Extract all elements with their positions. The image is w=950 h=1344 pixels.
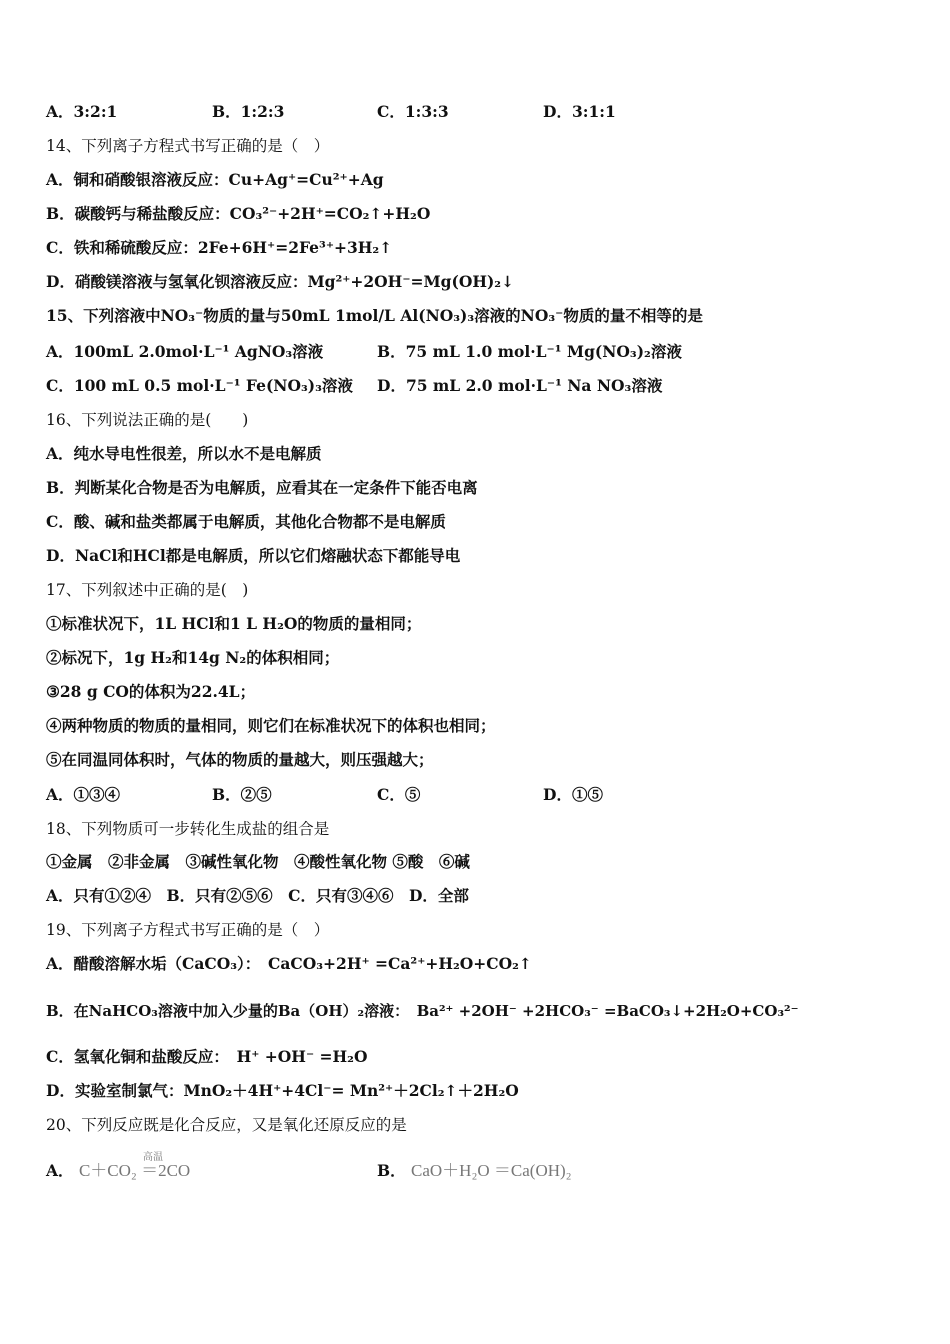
q18-items: ①金属 ②非金属 ③碱性氧化物 ④酸性氧化物 ⑤酸 ⑥碱 bbox=[46, 852, 470, 871]
q19-option-b: B．在NaHCO₃溶液中加入少量的Ba（OH）₂溶液： Ba²⁺ +2OH⁻ +2HCO₃⁻ =BaCO₃↓+2H₂O+CO₃²⁻ bbox=[46, 1002, 799, 1020]
q16-stem: 16、下列说法正确的是( ) bbox=[46, 411, 249, 429]
q20-option-b-label: B． bbox=[377, 1161, 406, 1180]
q17-option-a: A．①③④ bbox=[46, 785, 121, 804]
q16-option-b: B．判断某化合物是否为电解质，应看其在一定条件下能否电离 bbox=[46, 478, 478, 497]
q20-option-a-formula: C＋CO₂ ＝2CO bbox=[78, 1161, 191, 1180]
q16-option-d: D．NaCl和HCl都是电解质，所以它们熔融状态下都能导电 bbox=[46, 546, 461, 565]
q20-option-b bbox=[377, 1161, 572, 1181]
q18-stem: 18、下列物质可一步转化生成盐的组合是 bbox=[46, 820, 330, 838]
q13-option-b: B．1:2:3 bbox=[212, 102, 285, 121]
q14-option-c: C．铁和稀硫酸反应：2Fe+6H⁺=2Fe³⁺+3H₂↑ bbox=[46, 238, 393, 257]
q17-statement-4: ④两种物质的物质的量相同，则它们在标准状况下的体积也相同； bbox=[46, 716, 496, 735]
q16-option-c: C．酸、碱和盐类都属于电解质，其他化合物都不是电解质 bbox=[46, 512, 446, 531]
q20-option-a bbox=[46, 1161, 190, 1181]
q14-stem: 14、下列离子方程式书写正确的是（ ） bbox=[46, 137, 330, 155]
q16-option-a: A．纯水导电性很差，所以水不是电解质 bbox=[46, 444, 322, 463]
q19-option-c: C．氢氧化铜和盐酸反应： H⁺ +OH⁻ =H₂O bbox=[46, 1047, 368, 1066]
q13-option-d: D．3:1:1 bbox=[543, 102, 616, 121]
q13-option-c: C．1:3:3 bbox=[377, 102, 449, 121]
q20-option-b-formula: CaO＋H₂O ＝Ca(OH)₂ bbox=[411, 1161, 572, 1180]
q19-option-d: D．实验室制氯气：MnO₂＋4H⁺+4Cl⁻= Mn²⁺＋2Cl₂↑＋2H₂O bbox=[46, 1081, 519, 1100]
q20-option-a-label: A． bbox=[46, 1161, 74, 1180]
q20-option-a-condition: 高温 bbox=[143, 1152, 163, 1163]
q17-statement-3: ③28 g CO的体积为22.4L； bbox=[46, 682, 256, 701]
q19-option-a: A．醋酸溶解水垢（CaCO₃）： CaCO₃+2H⁺ =Ca²⁺+H₂O+CO₂↑ bbox=[46, 954, 532, 973]
q14-option-b: B．碳酸钙与稀盐酸反应：CO₃²⁻+2H⁺=CO₂↑+H₂O bbox=[46, 204, 431, 223]
q18-options: A．只有①②④ B．只有②⑤⑥ C．只有③④⑥ D．全部 bbox=[46, 886, 469, 905]
q15-option-d: D．75 mL 2.0 mol·L⁻¹ Na NO₃溶液 bbox=[377, 376, 663, 395]
q17-statement-1: ①标准状况下，1L HCl和1 L H₂O的物质的量相同； bbox=[46, 614, 422, 633]
q17-stem: 17、下列叙述中正确的是( ) bbox=[46, 581, 249, 599]
q19-stem: 19、下列离子方程式书写正确的是（ ） bbox=[46, 921, 330, 939]
q17-option-b: B．②⑤ bbox=[212, 785, 272, 804]
q14-option-d: D．硝酸镁溶液与氢氧化钡溶液反应：Mg²⁺+2OH⁻=Mg(OH)₂↓ bbox=[46, 272, 515, 291]
q15-option-b: B．75 mL 1.0 mol·L⁻¹ Mg(NO₃)₂溶液 bbox=[377, 342, 682, 361]
q15-stem: 15、下列溶液中NO₃⁻物质的量与50mL 1mol/L Al(NO₃)₃溶液的NO₃⁻物质的量不相等的是 bbox=[46, 306, 703, 325]
q20-stem: 20、下列反应既是化合反应，又是氧化还原反应的是 bbox=[46, 1116, 407, 1134]
q13-option-a: A．3:2:1 bbox=[46, 102, 118, 121]
q17-option-c: C．⑤ bbox=[377, 785, 421, 804]
q17-statement-5: ⑤在同温同体积时，气体的物质的量越大，则压强越大； bbox=[46, 750, 434, 769]
q15-option-c: C．100 mL 0.5 mol·L⁻¹ Fe(NO₃)₃溶液 bbox=[46, 376, 353, 395]
q17-option-d: D．①⑤ bbox=[543, 785, 603, 804]
q15-option-a: A．100mL 2.0mol·L⁻¹ AgNO₃溶液 bbox=[46, 342, 324, 361]
q14-option-a: A．铜和硝酸银溶液反应：Cu+Ag⁺=Cu²⁺+Ag bbox=[46, 170, 384, 189]
q17-statement-2: ②标况下，1g H₂和14g N₂的体积相同； bbox=[46, 648, 340, 667]
